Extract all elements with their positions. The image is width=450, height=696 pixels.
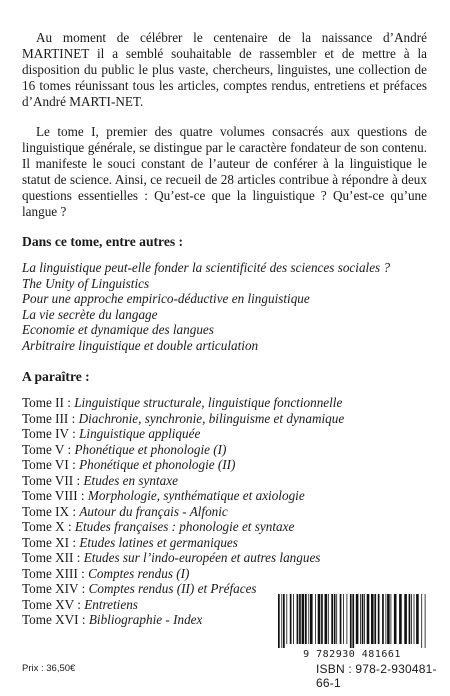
back-cover-text: [22, 30, 427, 628]
price: Prix : 36,50€: [22, 663, 76, 674]
tome-number: Tome XI :: [22, 534, 77, 550]
upcoming-item: [22, 504, 427, 520]
tome-title: Entretiens: [84, 596, 138, 612]
upcoming-item: [22, 519, 427, 535]
upcoming-item: [22, 457, 427, 473]
barcode-bar: [286, 594, 287, 644]
tome-number: Tome XII :: [22, 550, 81, 565]
barcode-bar: [374, 594, 376, 644]
barcode-bar: [328, 594, 329, 644]
barcode-bar: [336, 594, 337, 644]
tome-title: Etudes sur l’indo-européen et autres langues: [83, 550, 321, 565]
barcode-bar: [416, 594, 419, 644]
barcode-bar: [387, 594, 390, 644]
tome-title: Linguistique appliquée: [79, 426, 201, 441]
tome-title: Bibliographie - Index: [88, 612, 203, 627]
barcode-bar: [293, 594, 294, 644]
barcode-bar: [281, 594, 282, 648]
tome-title: Phonétique et phonologie (II): [79, 457, 236, 472]
tome-number: Tome II :: [22, 395, 71, 410]
barcode-bar: [386, 594, 387, 644]
description-paragraph: Le tome I, premier des quatre volumes consacrés aux questions de linguistique générale, se distingue par le caractère fondateur de son contenu. Il manifeste le souci constant de l’auteur de conférer à la linguistique le statut de science. Ainsi, ce recueil de 28 articles contribue à répondre à deux questions essentielles : Qu’est-ce que la linguistique ? Qu’est-ce qu’une langue ?: [22, 124, 427, 219]
barcode-bar: [334, 594, 336, 644]
barcode-bar: [283, 594, 285, 648]
upcoming-item: [22, 566, 427, 582]
barcode-bar: [347, 594, 348, 644]
barcode-bar: [394, 594, 397, 644]
barcode-bar: [310, 594, 313, 644]
tome-title: Comptes rendus (II) et Préfaces: [88, 581, 257, 596]
tome-number: Tome IX :: [22, 503, 77, 519]
upcoming-heading: A paraître :: [22, 369, 90, 384]
barcode-bar: [362, 594, 364, 644]
tome-number: Tome IV :: [22, 426, 76, 441]
barcode-bar: [331, 594, 333, 644]
tome-title: Comptes rendus (I): [88, 565, 190, 581]
tome-title: Diachronie, synchronie, bilinguisme et dynamique: [78, 410, 345, 426]
upcoming-list: [22, 395, 427, 628]
barcode-digits: 9 782930 481661: [303, 649, 401, 660]
contents-list: [22, 260, 427, 353]
barcode-bar: [399, 594, 402, 644]
tome-title: Etudes en syntaxe: [83, 472, 178, 488]
tome-number: Tome VI :: [22, 457, 76, 472]
barcode-bar: [290, 594, 292, 644]
barcode-bar: [414, 594, 415, 644]
upcoming-item: [22, 411, 427, 427]
barcode-bar: [278, 594, 280, 648]
barcode-bar: [305, 594, 307, 644]
contents-item: Arbitraire linguistique et double articulation: [22, 337, 259, 353]
upcoming-item: [22, 395, 427, 411]
contents-item: La vie secrète du langage: [22, 306, 158, 322]
barcode-bar: [425, 594, 426, 648]
barcode-bar: [325, 594, 328, 644]
barcode-bar: [318, 594, 321, 644]
contents-item: La linguistique peut-elle fonder la scientificité des sciences sociales ?: [22, 260, 391, 275]
barcode-bar: [367, 594, 370, 644]
tome-number: Tome XIV :: [22, 581, 86, 596]
isbn: ISBN : 978-2-930481-66-1: [316, 662, 437, 690]
barcode-bar: [360, 594, 361, 644]
barcode-bar: [404, 594, 407, 644]
tome-number: Tome XV :: [22, 596, 81, 612]
barcode-bar: [350, 594, 352, 648]
barcode-bar: [364, 594, 365, 644]
barcode-bar: [378, 594, 380, 644]
barcode-bar: [391, 594, 392, 644]
tome-title: Etudes latines et germaniques: [79, 534, 238, 550]
tome-number: Tome V :: [22, 441, 72, 457]
upcoming-item: [22, 550, 427, 566]
tome-title: Autour du français - Alfonic: [79, 503, 228, 519]
tome-number: Tome XIII :: [22, 565, 85, 581]
barcode-bar: [315, 594, 316, 644]
upcoming-item: [22, 442, 427, 458]
tome-number: Tome VIII :: [22, 488, 85, 503]
tome-number: Tome X :: [22, 519, 72, 534]
barcode-bar: [421, 594, 422, 648]
barcode-bar: [340, 594, 342, 644]
barcode-bar: [297, 594, 299, 644]
upcoming-item: [22, 426, 427, 442]
intro-paragraph: Au moment de célébrer le centenaire de la naissance d’André MARTINET il a semblé souhaitable de rassembler et de mettre à la disposition du public le plus vaste, chercheurs, linguistes, une collection de 16 tomes réunissant tous les articles, comptes rendus, entretiens et préfaces d’André MARTI-NET.: [22, 30, 427, 109]
barcode-bar: [302, 594, 305, 644]
barcode-bar: [356, 594, 359, 644]
tome-number: Tome XVI :: [22, 612, 86, 627]
tome-title: Morphologie, synthématique et axiologie: [87, 488, 305, 503]
contents-item: The Unity of Linguistics: [22, 275, 150, 291]
contents-item: Pour une approche empirico-déductive en linguistique: [22, 291, 310, 306]
upcoming-item: [22, 473, 427, 489]
barcode-bar: [371, 594, 374, 644]
contents-heading: Dans ce tome, entre autres :: [22, 234, 184, 249]
barcode-bar: [411, 594, 412, 644]
barcode-bars: [276, 594, 428, 648]
upcoming-item: [22, 488, 427, 504]
tome-number: Tome III :: [22, 410, 76, 426]
barcode-bar: [382, 594, 384, 644]
barcode-bar: [343, 594, 344, 644]
upcoming-item: [22, 535, 427, 551]
barcode-bar: [352, 594, 354, 648]
tome-number: Tome VII :: [22, 472, 81, 488]
tome-title: Phonétique et phonologie (I): [74, 441, 227, 457]
tome-title: Linguistique structurale, linguistique fonctionnelle: [74, 395, 343, 410]
tome-title: Etudes françaises : phonologie et syntaxe: [74, 519, 295, 534]
barcode-bar: [321, 594, 323, 644]
barcode-bar: [299, 594, 301, 644]
barcode-bar: [409, 594, 411, 644]
barcode: [276, 594, 428, 660]
barcode-bar: [308, 594, 309, 644]
contents-item: Economie et dynamique des langues: [22, 322, 214, 337]
